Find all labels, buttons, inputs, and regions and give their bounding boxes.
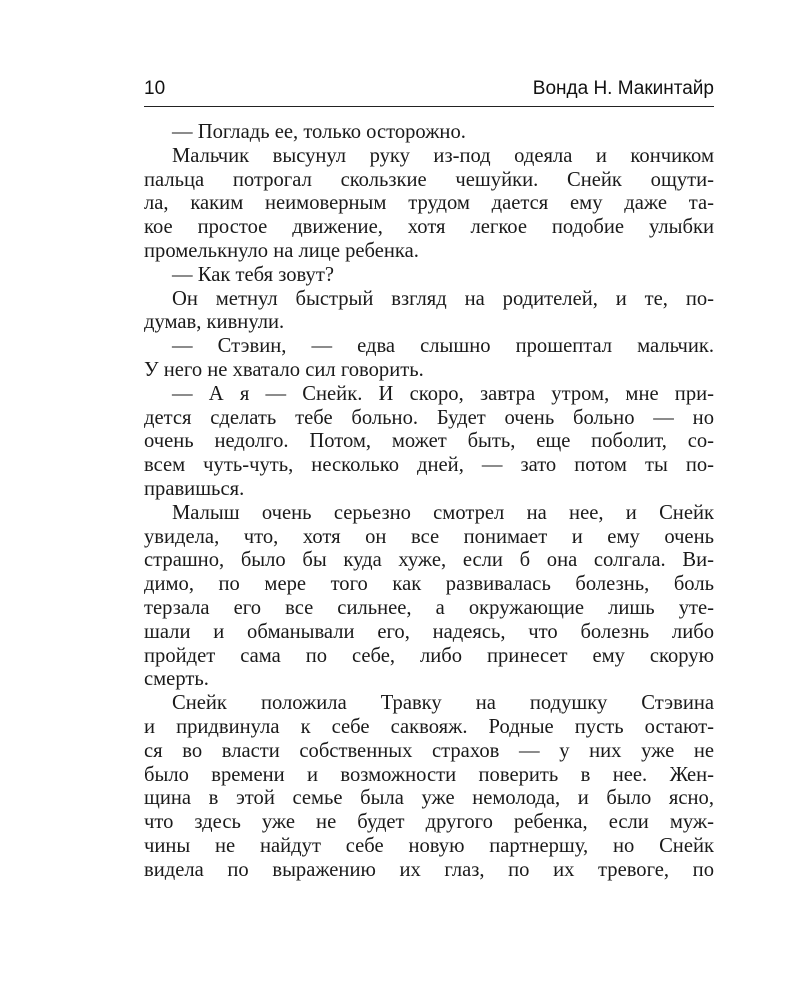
text-line: кое простое движение, хотя легкое подобие улыбки [144,216,714,239]
text-line: У него не хватало сил говорить. [144,358,424,381]
text-line: очень недолго. Потом, может быть, еще поболит, со- [144,430,714,453]
text-line: дется сделать тебе больно. Будет очень больно — но [144,406,714,429]
text-line: Мальчик высунул руку из-под одеяла и кончиком [172,144,714,167]
page-header [144,78,714,108]
text-line: правишься. [144,477,245,500]
text-line: смерть. [144,668,209,691]
text-line: Он метнул быстрый взгляд на родителей, и те, по- [172,287,714,310]
text-line: видела по выражению их глаз, по их тревоге, по [144,858,714,881]
text-line: было времени и возможности поверить в нее. Жен- [144,763,714,786]
text-line: ла, каким неимоверным трудом дается ему даже та- [144,192,714,215]
page-number: 10 [144,78,166,99]
text-line: — Как тебя зовут? [172,263,334,286]
text-line: щина в этой семье была уже немолода, и было ясно, [144,787,714,810]
text-line: чины не найдут себе новую партнершу, но Снейк [144,834,714,857]
text-line: димо, по мере того как развивалась болезнь, боль [144,573,714,596]
text-line: думав, кивнули. [144,311,285,334]
text-line: шали и обманывали его, надеясь, что болезнь либо [144,620,714,643]
text-line: всем чуть-чуть, несколько дней, — зато потом ты по- [144,454,714,477]
text-line: ся во власти собственных страхов — у них уже не [144,739,714,762]
text-line: пройдет сама по себе, либо принесет ему скорую [144,644,714,667]
text-line: и придвинула к себе саквояж. Родные пусть остают- [144,715,714,738]
text-line: увидела, что, хотя он все понимает и ему очень [144,525,714,548]
text-line: страшно, было бы куда хуже, если б она солгала. Ви- [144,549,714,572]
text-line: что здесь уже не будет другого ребенка, если муж- [144,811,714,834]
text-line: Малыш очень серьезно смотрел на нее, и Снейк [172,501,714,524]
running-head-author: Вонда Н. Макинтайр [532,78,714,99]
text-line: — Стэвин, — едва слышно прошептал мальчик. [172,335,714,358]
text-line: — Погладь ее, только осторожно. [172,121,466,143]
header-rule [144,106,714,107]
text-line: пальца потрогал скользкие чешуйки. Снейк ощути- [144,168,714,191]
text-line: терзала его все сильнее, а окружающие лишь уте- [144,596,714,619]
text-line: промелькнуло на лице ребенка. [144,239,419,262]
text-line: — А я — Снейк. И скоро, завтра утром, мне при- [172,382,714,405]
text-line: Снейк положила Травку на подушку Стэвина [172,692,714,715]
body-text [144,121,714,883]
